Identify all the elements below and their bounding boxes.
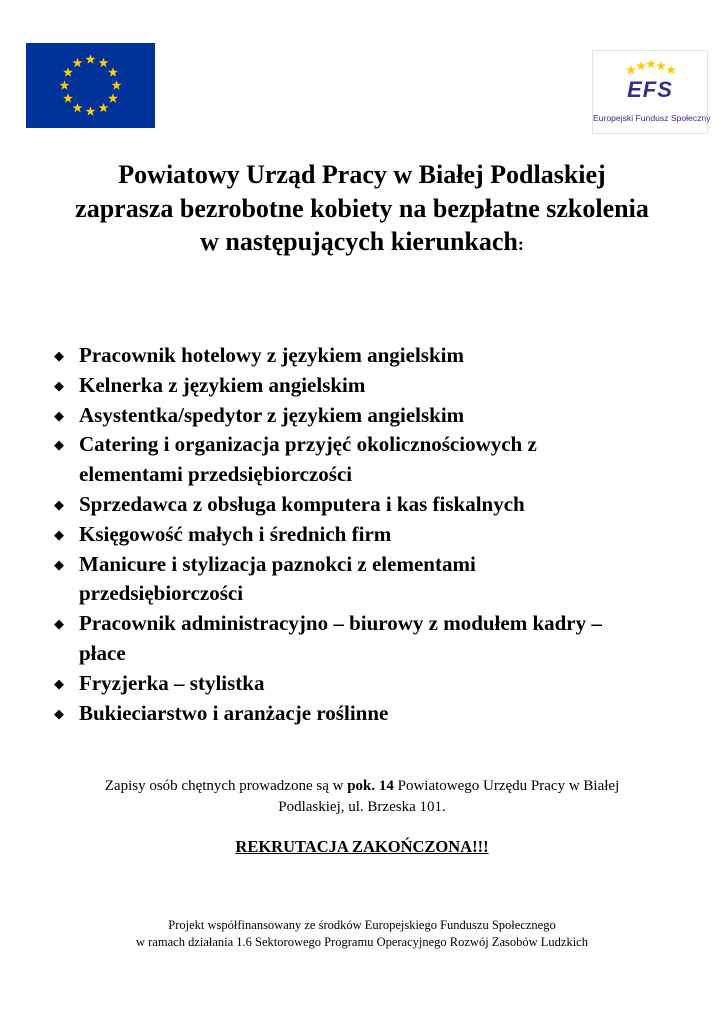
eu-star-icon: [73, 103, 83, 112]
course-item: [54, 430, 704, 490]
course-label: Sprzedawca z obsługa komputera i kas fiskalnych: [79, 491, 525, 516]
enrollment-line-1: [0, 776, 724, 797]
bullet-icon: ◆: [54, 705, 64, 721]
eu-star-icon: [108, 93, 118, 102]
efs-stars: [626, 59, 676, 74]
course-item: [54, 550, 704, 610]
course-item: [54, 520, 704, 550]
course-label: Bukieciarstwo i aranżacje roślinne: [79, 700, 389, 725]
bullet-icon: ◆: [54, 616, 64, 632]
eu-star-icon: [108, 67, 118, 76]
eu-flag-icon: [26, 43, 155, 128]
course-label: Pracownik administracyjno – biurowy z modułem kadry –: [79, 611, 602, 636]
course-item: [54, 699, 704, 729]
enrollment-info: [0, 776, 724, 818]
course-list: [54, 341, 704, 728]
title-line-1: Powiatowy Urząd Pracy w Białej Podlaskiej: [118, 160, 606, 189]
footer-line-2: w ramach działania 1.6 Sektorowego Programu Operacyjnego Rozwój Zasobów Ludzkich: [136, 935, 588, 949]
course-item: [54, 490, 704, 520]
bullet-icon: ◆: [54, 556, 64, 572]
recruitment-status: REKRUTACJA ZAKOŃCZONA!!!: [235, 837, 489, 856]
enrollment-room: pok. 14: [347, 778, 394, 794]
course-label: Pracownik hotelowy z językiem angielskim: [79, 343, 464, 367]
eu-star-icon: [99, 103, 109, 112]
bullet-icon: ◆: [54, 675, 64, 691]
title-line-3: [0, 225, 724, 262]
course-label: Manicure i stylizacja paznokci z elementami: [79, 551, 476, 576]
title-line-3-text: w następujących kierunkach: [200, 227, 518, 256]
course-item: [54, 371, 704, 401]
page-title: [0, 158, 724, 262]
course-item: [54, 609, 704, 669]
bullet-icon: ◆: [54, 526, 64, 542]
efs-caption: Europejski Fundusz Społeczny: [593, 113, 711, 123]
course-label-continued: elementami przedsiębiorczości: [79, 462, 353, 487]
eu-star-icon: [112, 80, 122, 89]
eu-star-icon: [73, 58, 83, 67]
course-label: Catering i organizacja przyjęć okolicznościowych z: [79, 432, 537, 457]
course-item: [54, 401, 704, 431]
eu-star-icon: [63, 67, 73, 76]
footer-line-1: Projekt współfinansowany ze środków Europejskiego Funduszu Społecznego: [168, 918, 556, 932]
title-colon: :: [517, 234, 524, 254]
eu-star-icon: [99, 58, 109, 67]
course-label-continued: płace: [79, 640, 126, 665]
bullet-icon: ◆: [54, 496, 64, 512]
course-item: [54, 341, 704, 371]
course-label: Kelnerka z językiem angielskim: [79, 372, 366, 397]
bullet-icon: ◆: [54, 407, 64, 423]
course-label-continued: przedsiębiorczości: [79, 581, 244, 606]
course-label: Asystentka/spedytor z językiem angielskim: [79, 402, 465, 427]
enrollment-text-before: Zapisy osób chętnych prowadzone są w: [104, 778, 348, 794]
eu-star-icon: [63, 93, 73, 102]
footer-note: [0, 917, 724, 951]
efs-mark: EFS: [627, 77, 673, 102]
eu-star-icon: [60, 80, 70, 89]
efs-logo-icon: [593, 51, 707, 111]
eu-star-icon: [86, 106, 96, 115]
enrollment-line-2: Podlaskiej, ul. Brzeska 101.: [278, 799, 446, 815]
bullet-icon: ◆: [54, 377, 64, 393]
bullet-icon: ◆: [54, 348, 64, 363]
enrollment-text-after: Powiatowego Urzędu Pracy w Białej: [393, 778, 620, 794]
efs-logo: [592, 50, 711, 134]
course-label: Księgowość małych i średnich firm: [79, 521, 392, 546]
eu-star-icon: [86, 54, 96, 63]
title-line-2: zaprasza bezrobotne kobiety na bezpłatne szkolenia: [75, 193, 649, 223]
course-item: [54, 669, 704, 699]
course-label: Fryzjerka – stylistka: [79, 670, 265, 695]
bullet-icon: ◆: [54, 437, 64, 453]
